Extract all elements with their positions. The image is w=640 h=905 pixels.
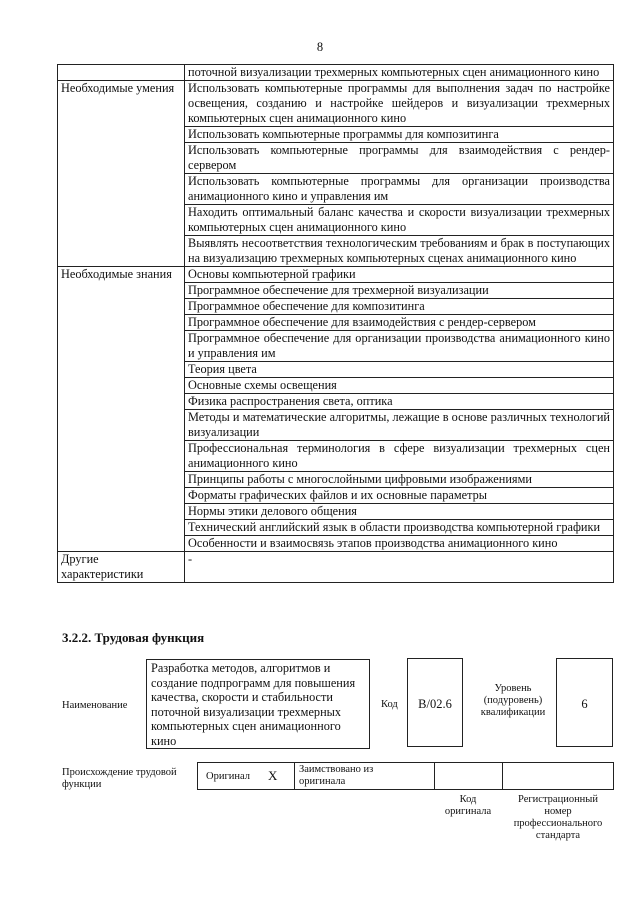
page-number: 8 <box>316 40 324 54</box>
row-value: Основные схемы освещения <box>185 378 614 394</box>
row-value: Использовать компьютерные программы для композитинга <box>185 127 614 143</box>
section-heading: 3.2.2. Трудовая функция <box>62 630 205 645</box>
original-code-label: Код оригинала <box>444 794 492 817</box>
row-value: Находить оптимальный баланс качества и скорости визуализации трехмерных компьютерных сцен анимационного кино <box>185 205 614 236</box>
origin-table <box>197 762 614 790</box>
row-value: Нормы этики делового общения <box>185 504 614 520</box>
name-value: Разработка методов, алгоритмов и создание подпрограмм для повышения качества, скорости и стабильности поточной визуализации трехмерных компьютерных сцен анимационного кино <box>146 659 370 749</box>
table-row <box>58 267 614 283</box>
row-value: Программное обеспечение для композитинга <box>185 299 614 315</box>
level-value: 6 <box>556 658 613 747</box>
level-label: Уровень (подуровень) квалификации <box>480 683 546 718</box>
row-value: - <box>185 552 614 583</box>
row-label: Необходимые умения <box>58 81 185 267</box>
code-label: Код <box>381 699 398 710</box>
reg-number-label: Регистрационный номер профессионального стандарта <box>513 794 603 841</box>
row-value: Физика распространения света, оптика <box>185 394 614 410</box>
row-value: Программное обеспечение для взаимодействия с рендер-сервером <box>185 315 614 331</box>
row-value: Основы компьютерной графики <box>185 267 614 283</box>
row-value: Технический английский язык в области производства компьютерной графики <box>185 520 614 536</box>
original-label: Оригинал <box>206 771 250 782</box>
table-row <box>58 552 614 583</box>
name-label: Наименование <box>62 700 128 711</box>
row-label <box>58 65 185 81</box>
row-value: Теория цвета <box>185 362 614 378</box>
row-value: Форматы графических файлов и их основные параметры <box>185 488 614 504</box>
row-value: Принципы работы с многослойными цифровыми изображениями <box>185 472 614 488</box>
row-value: Использовать компьютерные программы для выполнения задач по настройке освещения, созданию и настройке шейдеров и визуализации трехмерных компьютерных сцен анимационного кино <box>185 81 614 127</box>
row-value: Профессиональная терминология в сфере визуализации трехмерных сцен анимационного кино <box>185 441 614 472</box>
original-mark: X <box>268 768 278 783</box>
row-value: поточной визуализации трехмерных компьютерных сцен анимационного кино <box>185 65 614 81</box>
row-label: Другие характеристики <box>58 552 185 583</box>
requirements-table <box>57 64 614 583</box>
table-row <box>58 65 614 81</box>
row-value: Использовать компьютерные программы для организации производства анимационного кино и управления им <box>185 174 614 205</box>
borrowed-label: Заимствовано из оригинала <box>299 764 374 787</box>
row-value: Использовать компьютерные программы для взаимодействия с рендер-сервером <box>185 143 614 174</box>
row-value: Методы и математические алгоритмы, лежащие в основе различных технологий визуализации <box>185 410 614 441</box>
row-value: Выявлять несоответствия технологическим требованиям и брак в поступающих на визуализацию трехмерных компьютерных сценах анимационного кино <box>185 236 614 267</box>
row-value: Программное обеспечение для трехмерной визуализации <box>185 283 614 299</box>
origin-label: Происхождение трудовой функции <box>62 767 177 790</box>
table-row <box>58 81 614 127</box>
code-value: B/02.6 <box>407 658 463 747</box>
row-value: Программное обеспечение для организации производства анимационного кино и управления им <box>185 331 614 362</box>
row-label: Необходимые знания <box>58 267 185 552</box>
row-value: Особенности и взаимосвязь этапов производства анимационного кино <box>185 536 614 552</box>
